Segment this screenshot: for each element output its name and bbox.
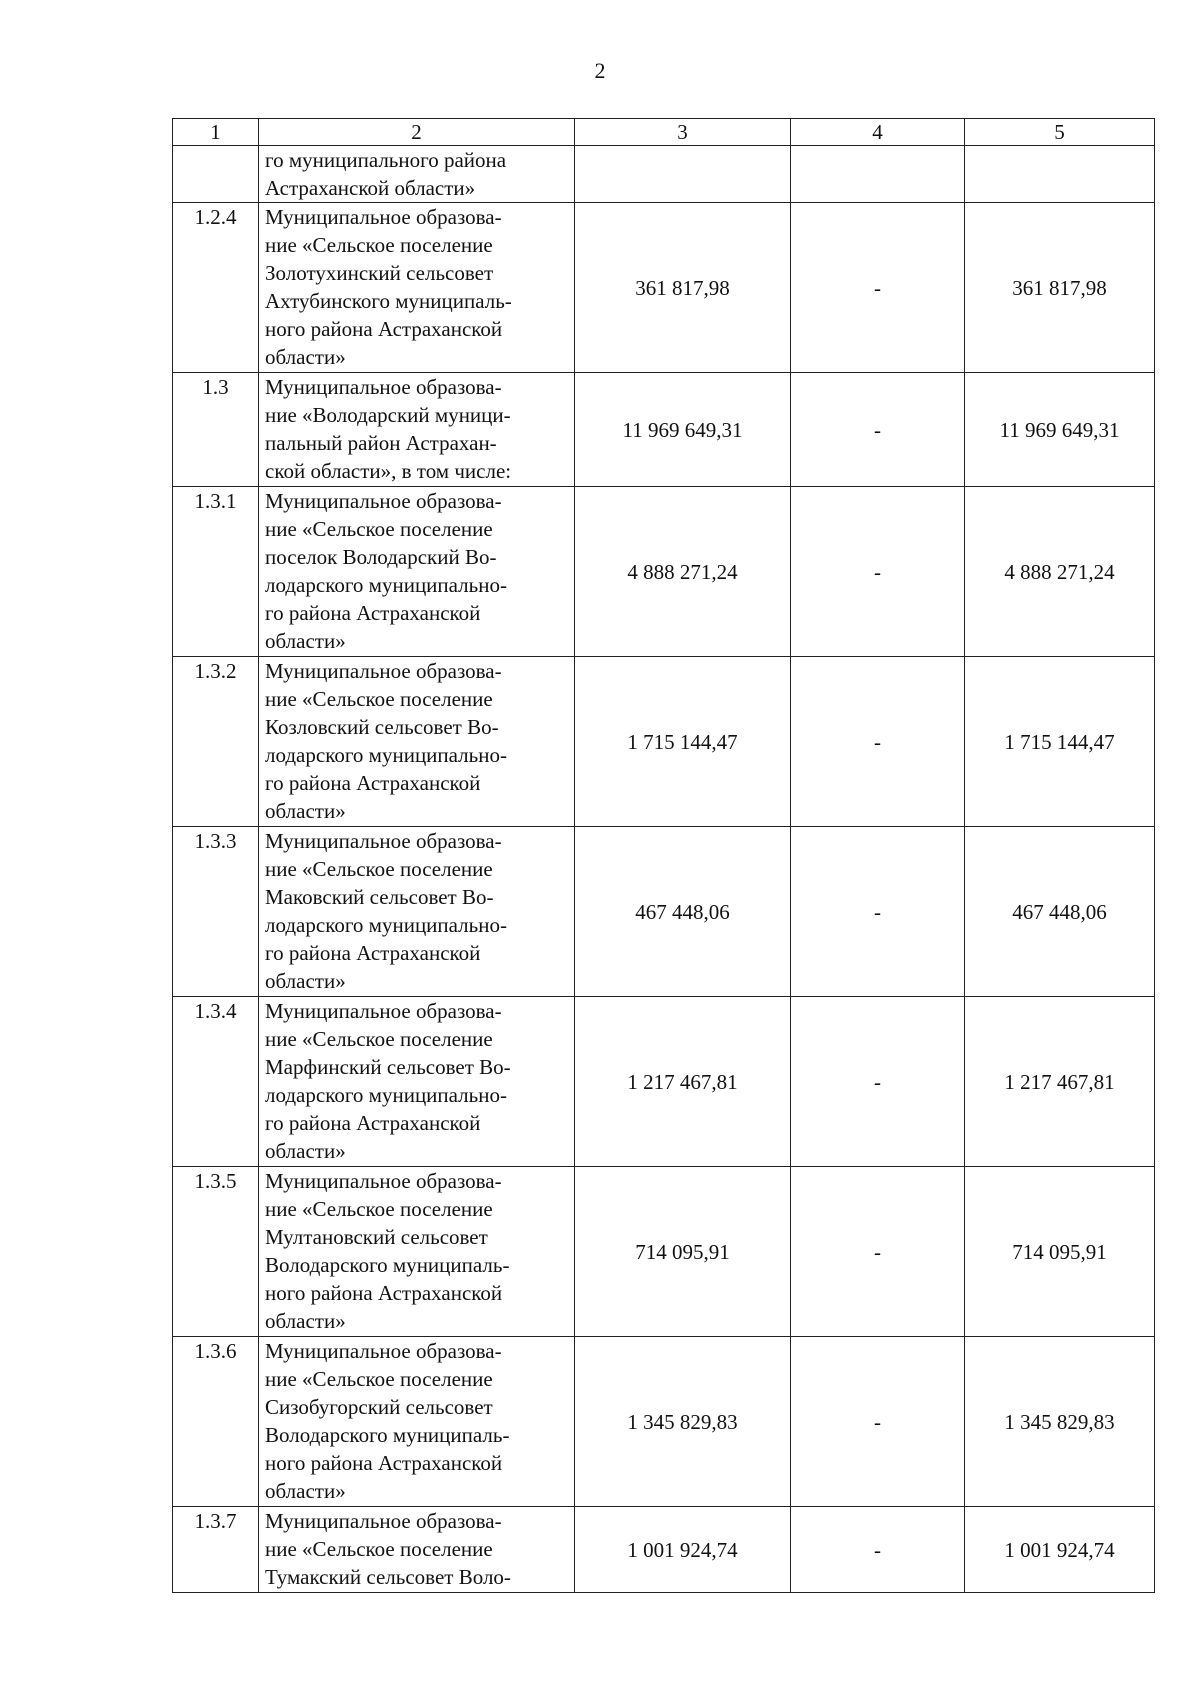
table-row xyxy=(173,827,1155,997)
table-row xyxy=(173,1507,1155,1593)
amount-col3 xyxy=(575,146,791,203)
amount-col3: 467 448,06 xyxy=(575,827,791,997)
allocation-table xyxy=(172,118,1155,1593)
header-cell-3: 3 xyxy=(575,119,791,146)
row-number: 1.3.4 xyxy=(173,997,259,1167)
amount-col5: 1 715 144,47 xyxy=(965,657,1155,827)
amount-col4: - xyxy=(791,373,965,487)
amount-col3: 4 888 271,24 xyxy=(575,487,791,657)
amount-col5: 1 001 924,74 xyxy=(965,1507,1155,1593)
row-number: 1.3 xyxy=(173,373,259,487)
amount-col3: 1 217 467,81 xyxy=(575,997,791,1167)
amount-col3: 714 095,91 xyxy=(575,1167,791,1337)
table-row xyxy=(173,657,1155,827)
amount-col4: - xyxy=(791,487,965,657)
amount-col3: 1 345 829,83 xyxy=(575,1337,791,1507)
amount-col4: - xyxy=(791,1507,965,1593)
municipality-name: Муниципальное образова- ние «Сельское поселение Маковский сельсовет Во- лодарского муниципально- го района Астраханской области» xyxy=(259,827,575,997)
municipality-name: Муниципальное образова- ние «Сельское поселение Козловский сельсовет Во- лодарского муниципально- го района Астраханской области» xyxy=(259,657,575,827)
amount-col4: - xyxy=(791,827,965,997)
amount-col3: 1 001 924,74 xyxy=(575,1507,791,1593)
municipality-name: Муниципальное образова- ние «Сельское поселение поселок Володарский Во- лодарского муниципально- го района Астраханской области» xyxy=(259,487,575,657)
row-number: 1.3.2 xyxy=(173,657,259,827)
amount-col4: - xyxy=(791,997,965,1167)
amount-col5: 714 095,91 xyxy=(965,1167,1155,1337)
header-cell-1: 1 xyxy=(173,119,259,146)
amount-col4: - xyxy=(791,203,965,373)
header-cell-2: 2 xyxy=(259,119,575,146)
amount-col4: - xyxy=(791,657,965,827)
amount-col3: 11 969 649,31 xyxy=(575,373,791,487)
header-cell-5: 5 xyxy=(965,119,1155,146)
amount-col4: - xyxy=(791,1167,965,1337)
row-number: 1.3.1 xyxy=(173,487,259,657)
amount-col5: 11 969 649,31 xyxy=(965,373,1155,487)
amount-col4: - xyxy=(791,1337,965,1507)
table-row xyxy=(173,1167,1155,1337)
municipality-name: Муниципальное образова- ние «Сельское поселение Мултановский сельсовет Володарского муниципаль- ного района Астраханской области» xyxy=(259,1167,575,1337)
municipality-name: Муниципальное образова- ние «Сельское поселение Тумакский сельсовет Воло- xyxy=(259,1507,575,1593)
amount-col3: 361 817,98 xyxy=(575,203,791,373)
amount-col3: 1 715 144,47 xyxy=(575,657,791,827)
row-number: 1.2.4 xyxy=(173,203,259,373)
municipality-name: Муниципальное образова- ние «Сельское поселение Марфинский сельсовет Во- лодарского муниципально- го района Астраханской области» xyxy=(259,997,575,1167)
row-number: 1.3.3 xyxy=(173,827,259,997)
table-row xyxy=(173,487,1155,657)
amount-col5: 1 217 467,81 xyxy=(965,997,1155,1167)
table-row xyxy=(173,997,1155,1167)
row-number: 1.3.6 xyxy=(173,1337,259,1507)
header-cell-4: 4 xyxy=(791,119,965,146)
page-number: 2 xyxy=(594,58,606,83)
municipality-name: Муниципальное образова- ние «Сельское поселение Сизобугорский сельсовет Володарского муниципаль- ного района Астраханской области» xyxy=(259,1337,575,1507)
row-number: 1.3.7 xyxy=(173,1507,259,1593)
table-row xyxy=(173,203,1155,373)
row-number xyxy=(173,146,259,203)
row-number: 1.3.5 xyxy=(173,1167,259,1337)
municipality-name: Муниципальное образова- ние «Володарский муници- пальный район Астрахан- ской области», в том числе: xyxy=(259,373,575,487)
table-row xyxy=(173,146,1155,203)
amount-col5: 1 345 829,83 xyxy=(965,1337,1155,1507)
header-row xyxy=(173,119,1155,146)
amount-col4 xyxy=(791,146,965,203)
amount-col5: 4 888 271,24 xyxy=(965,487,1155,657)
table-row xyxy=(173,1337,1155,1507)
municipality-name: го муниципального района Астраханской области» xyxy=(259,146,575,203)
municipality-name: Муниципальное образова- ние «Сельское поселение Золотухинский сельсовет Ахтубинского муниципаль- ного района Астраханской области» xyxy=(259,203,575,373)
amount-col5 xyxy=(965,146,1155,203)
amount-col5: 361 817,98 xyxy=(965,203,1155,373)
table-row xyxy=(173,373,1155,487)
amount-col5: 467 448,06 xyxy=(965,827,1155,997)
